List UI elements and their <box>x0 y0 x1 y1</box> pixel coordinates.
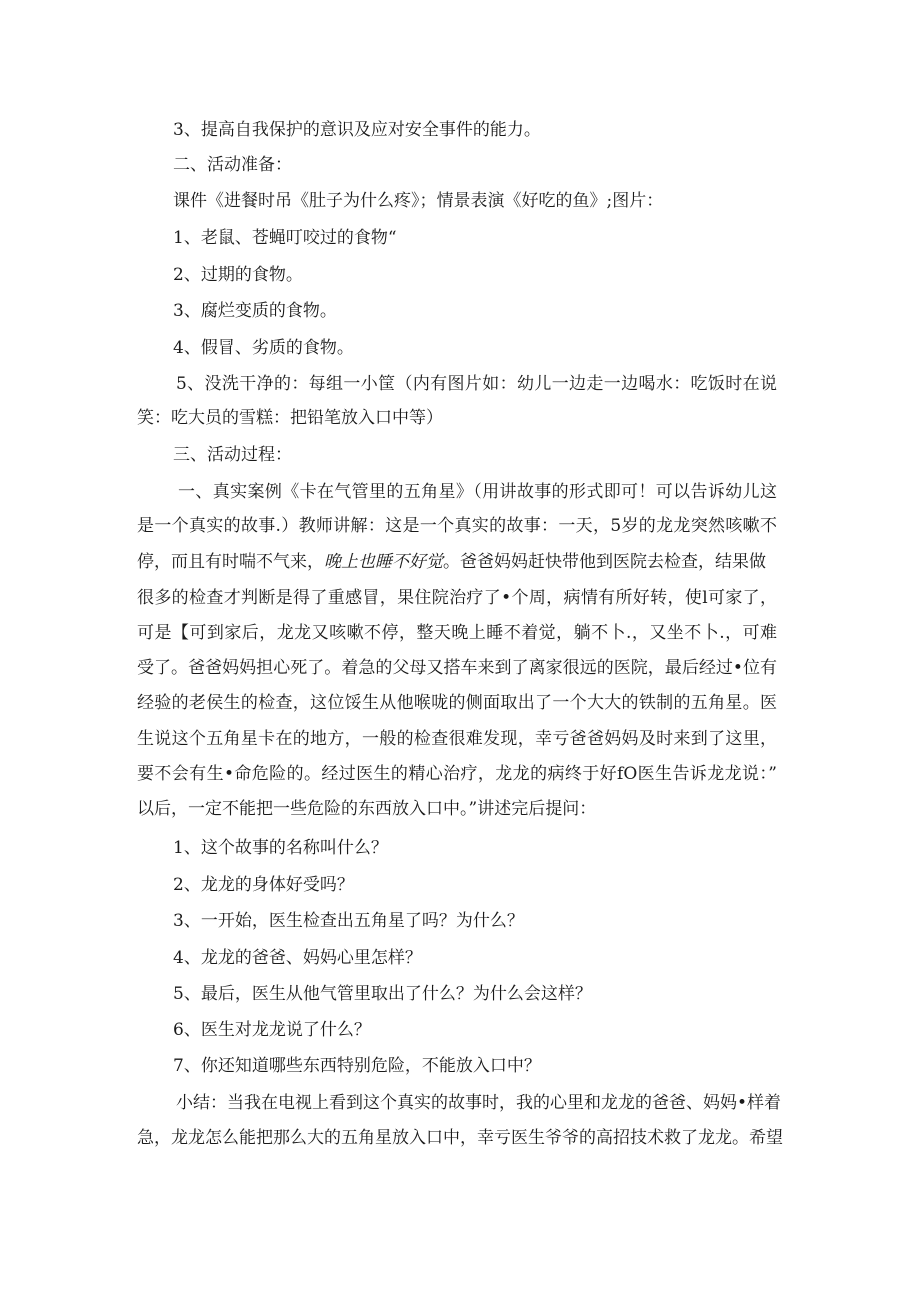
goal-item-3: 3、提高自我保护的意识及应对安全事件的能力。 <box>173 120 541 140</box>
question-7: 7、你还知道哪些东西特别危险，不能放入口中？ <box>173 1056 541 1076</box>
materials-line: 课件《进餐时吊《肚子为什么疼》；情景表演《好吃的鱼》;图片： <box>173 191 664 211</box>
story-line-2: 是一个真实的故事.）教师讲解：这是一个真实的故事：一天，5岁的龙龙突然咳嗽不 <box>137 516 777 536</box>
question-6: 6、医生对龙龙说了什么？ <box>173 1020 371 1040</box>
question-4: 4、龙龙的爸爸、妈妈心里怎样？ <box>173 948 422 968</box>
picture-item-3: 3、腐烂变质的食物。 <box>173 301 337 321</box>
picture-item-5-line1: 5、没洗干净的：每组一小筐（内有图片如：幼儿一边走一边喝水：吃饭时在说 <box>176 374 777 394</box>
story-line-7: 经验的老侯生的检查，这位馁生从他喉咙的侧面取出了一个大大的铁制的五角星。医 <box>137 693 777 713</box>
picture-item-1: 1、老鼠、苍蝇叮咬过的食物“ <box>173 228 397 248</box>
story-line-4: 很多的检查才判断是得了重感冒，果住院治疗了•个周，病情有所好转，使l可家了， <box>137 588 777 608</box>
story-line-6: 受了。爸爸妈妈担心死了。着急的父母又搭车来到了离家很远的医院，最后经过•位有 <box>137 658 777 678</box>
question-5: 5、最后，医生从他气管里取出了什么？为什么会这样？ <box>173 984 592 1004</box>
question-3: 3、一开始，医生检查出五角星了吗？为什么？ <box>173 911 524 931</box>
picture-item-5-line2: 笑：吃大员的雪糕：把铅笔放入口中等） <box>137 408 443 428</box>
story-line-5: 可是【可到家后，龙龙又咳嗽不停，整天晚上睡不着觉，躺不卜.，又坐不卜.，可难 <box>137 623 777 643</box>
picture-item-4: 4、假冒、劣质的食物。 <box>173 338 354 358</box>
picture-item-2: 2、过期的食物。 <box>173 265 303 285</box>
summary-line-2: 急，龙龙怎么能把那么大的五角星放入口中，幸亏医生爷爷的高招技术救了龙龙。希望 <box>137 1128 783 1148</box>
story-line-3-part-c: 。爸爸妈妈赶快带他到医院去检查，结果做 <box>443 552 766 572</box>
story-line-8: 生说这个五角星卡在的地方，一般的检查很难发现，幸亏爸爸妈妈及时来到了这里， <box>137 729 777 749</box>
story-line-3-part-a: 停，而且有时喘不气来， <box>137 552 324 572</box>
question-2: 2、龙龙的身体好受吗？ <box>173 875 354 895</box>
story-line-10: 以后，一定不能把一些危险的东西放入口中。”讲述完后提问： <box>137 799 597 819</box>
section-heading-process: 三、活动过程： <box>173 445 292 465</box>
summary-line-1: 小结：当我在电视上看到这个真实的故事时，我的心里和龙龙的爸爸、妈妈•样着 <box>176 1093 782 1113</box>
story-line-1: 一、真实案例《卡在气管里的五角星》（用讲故事的形式即可！可以告诉幼儿这 <box>178 482 777 502</box>
story-line-3-emphasis: 晚上也睡不好觉 <box>324 552 443 572</box>
question-1: 1、这个故事的名称叫什么？ <box>173 838 388 858</box>
section-heading-preparation: 二、活动准备： <box>173 155 292 175</box>
story-line-3 <box>137 550 777 574</box>
story-line-9: 要不会有生•命危险的。经过医生的精心治疗，龙龙的病终于好fO医生告诉龙龙说：” <box>137 764 777 784</box>
